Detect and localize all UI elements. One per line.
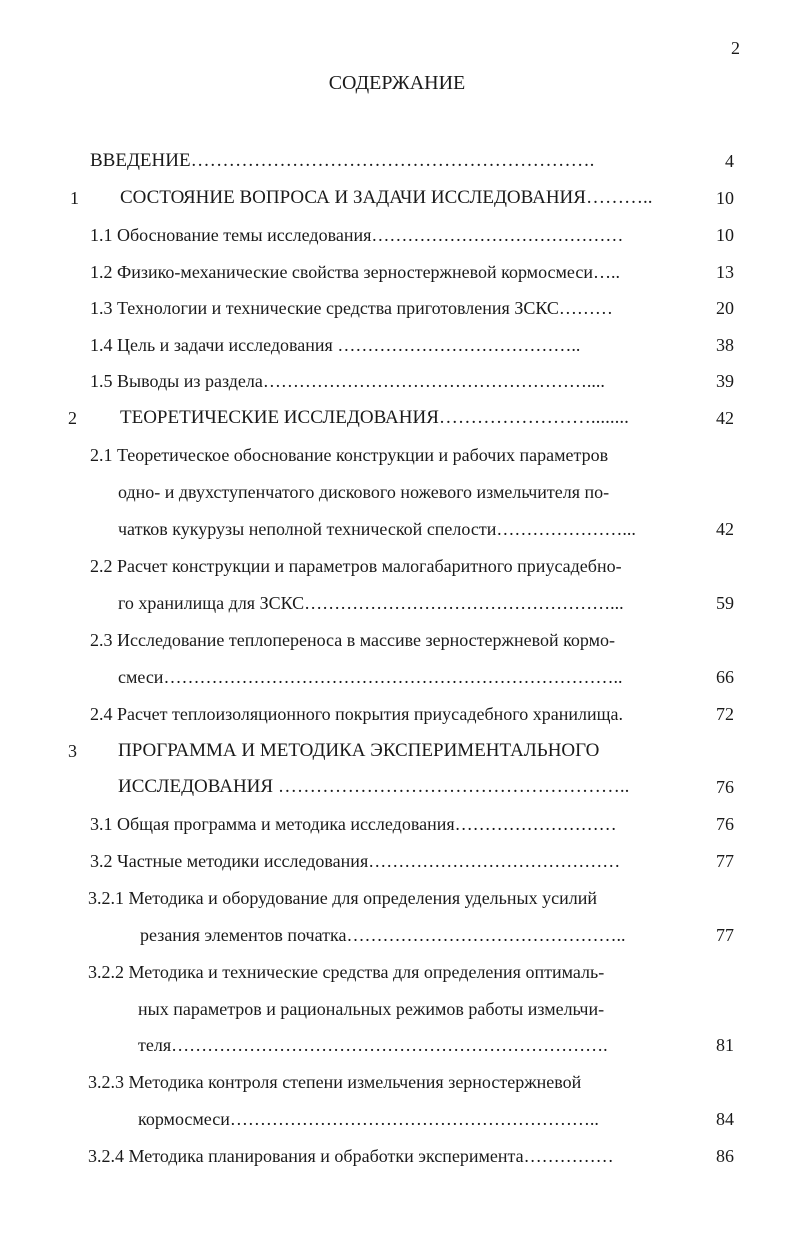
toc-page: 10 <box>716 225 734 245</box>
toc-section-number: 2 <box>68 408 77 428</box>
page-title: СОДЕРЖАНИЕ <box>328 72 466 94</box>
toc-line: ТЕОРЕТИЧЕСКИЕ ИССЛЕДОВАНИЯ……………………........ <box>120 407 629 428</box>
toc-line: ВВЕДЕНИЕ………………………………………………………. <box>90 150 595 171</box>
toc-line: 1.5 Выводы из раздела……………………………………………….... <box>90 371 605 391</box>
toc-page: 77 <box>716 925 734 945</box>
toc-page: 59 <box>716 593 734 613</box>
toc-page: 42 <box>716 519 734 539</box>
toc-line: 3.2.1 Методика и оборудование для определения удельных усилий <box>88 888 597 908</box>
toc-line: 1.4 Цель и задачи исследования ………………………………….. <box>90 335 581 355</box>
toc-page: 20 <box>716 298 734 318</box>
toc-page: 10 <box>716 188 734 208</box>
toc-line: 1.3 Технологии и технические средства приготовления ЗСКС……… <box>90 298 613 318</box>
page-number: 2 <box>731 38 740 58</box>
toc-line: 2.1 Теоретическое обоснование конструкции и рабочих параметров <box>90 445 609 465</box>
toc-line: одно- и двухступенчатого дискового ножевого измельчителя по- <box>118 482 610 502</box>
toc-line: 1.1 Обоснование темы исследования…………………………………… <box>90 225 624 245</box>
toc-page: 81 <box>716 1035 734 1055</box>
toc-line: 3.2.2 Методика и технические средства для определения оптималь- <box>88 962 605 982</box>
toc-line: СОСТОЯНИЕ ВОПРОСА И ЗАДАЧИ ИССЛЕДОВАНИЯ……….. <box>120 187 653 208</box>
toc-line: 3.2.4 Методика планирования и обработки эксперимента…………… <box>88 1146 614 1166</box>
toc-page: 4 <box>725 151 734 171</box>
toc-page: 38 <box>716 335 734 355</box>
toc-page: 77 <box>716 851 734 871</box>
toc-line: 2.4 Расчет теплоизоляционного покрытия приусадебного хранилища. <box>90 704 623 724</box>
toc-page: 86 <box>716 1146 734 1166</box>
toc-line: смеси………………………………………………………………….. <box>118 667 623 687</box>
toc-page: 84 <box>716 1109 734 1129</box>
toc-line: 2.2 Расчет конструкции и параметров малогабаритного приусадебно- <box>90 556 622 576</box>
toc-page: 76 <box>716 814 734 834</box>
toc-line: кормосмеси…………………………………………………….. <box>138 1109 599 1129</box>
toc-page: 42 <box>716 408 734 428</box>
toc-page: 39 <box>716 371 734 391</box>
toc-section-number: 3 <box>68 741 77 761</box>
toc-line: 1.2 Физико-механические свойства зерностержневой кормосмеси….. <box>90 262 620 282</box>
toc-line: ных параметров и рациональных режимов работы измельчи- <box>138 999 605 1019</box>
toc-section-number: 1 <box>70 188 79 208</box>
toc-line: ПРОГРАММА И МЕТОДИКА ЭКСПЕРИМЕНТАЛЬНОГО <box>118 740 600 761</box>
toc-line: 2.3 Исследование теплопереноса в массиве зерностержневой кормо- <box>90 630 616 650</box>
toc-line: 3.2 Частные методики исследования…………………………………… <box>90 851 621 871</box>
toc-line: 3.2.3 Методика контроля степени измельчения зерностержневой <box>88 1072 582 1092</box>
toc-line: резания элементов початка……………………………………….. <box>140 925 626 945</box>
toc-page: 72 <box>716 704 734 724</box>
toc-line: теля………………………………………………………………. <box>138 1035 608 1055</box>
toc-line: ИССЛЕДОВАНИЯ ……………………………………………….. <box>118 776 630 797</box>
toc-line: чатков кукурузы неполной технической спелости…………………... <box>118 519 636 539</box>
toc-line: го хранилища для ЗСКС……………………………………………... <box>118 593 624 613</box>
toc-page: 13 <box>716 262 734 282</box>
toc-page: 66 <box>716 667 734 687</box>
toc-page: 76 <box>716 777 734 797</box>
toc-line: 3.1 Общая программа и методика исследования……………………… <box>90 814 617 834</box>
